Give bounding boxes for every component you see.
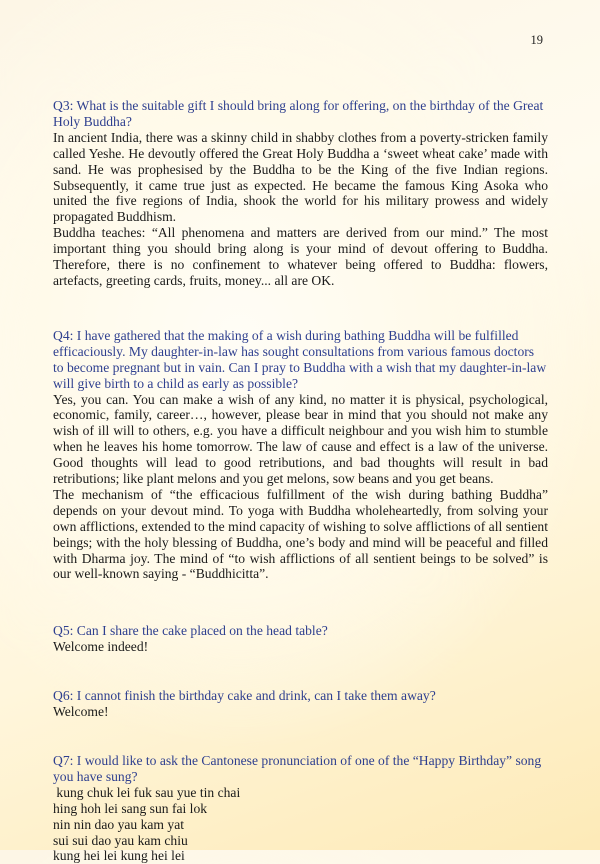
answer-q5: [53, 639, 548, 655]
question-q5: Q5: Can I share the cake placed on the head table?: [53, 623, 328, 639]
answer-q3: [53, 130, 548, 289]
lyric-line: nin nin dao yau kam yat: [53, 816, 184, 832]
answer-q6: [53, 704, 548, 720]
answer-paragraph: Welcome!: [53, 704, 109, 720]
lyric-line: kung chuk lei fuk sau yue tin chai: [53, 784, 241, 800]
qa-section-q4: [53, 328, 548, 583]
answer-paragraph: Welcome indeed!: [53, 639, 149, 655]
qa-section-q7: [53, 753, 548, 864]
question-q7: Q7: I would like to ask the Cantonese pronunciation of one of the “Happy Birthday” song you have sung?: [53, 753, 542, 784]
answer-paragraph: Yes, you can. You can make a wish of any kind, no matter it is physical, psychological, economic, family, career…, however, please bear in mind that you should not make any wish of ill will to others, e.g. you have a difficult neighbour and you wish him to stumble when he leaves his home tomorrow. The law of cause and effect is a law of the universe. Good thoughts will lead to good retributions, and bad thoughts will result in bad retributions; like plant melons and you get melons, sow beans and you get beans.: [53, 391, 548, 487]
question-q4: Q4: I have gathered that the making of a wish during bathing Buddha will be fulfilled efficaciously. My daughter-in-law has sought consultations from various famous doctors to become pregnant but in vain. Can I pray to Buddha with a wish that my daughter-in-law will give birth to a child as early as possible?: [53, 327, 547, 391]
faq-content: [53, 98, 548, 864]
lyric-line: kung hei lei kung hei lei: [53, 848, 185, 864]
page-number: 19: [530, 33, 543, 47]
qa-section-q6: [53, 688, 548, 720]
lyric-line: sui sui dao yau kam chiu: [53, 832, 188, 848]
answer-q4: [53, 392, 548, 583]
lyric-line: hing hoh lei sang sun fai lok: [53, 800, 208, 816]
answer-paragraph: Buddha teaches: “All phenomena and matters are derived from our mind.” The most important thing you should bring along is your mind of devout offering to Buddha. Therefore, there is no confinement to whatever being offered to Buddha: flowers, artefacts, greeting cards, fruits, money... all are OK.: [53, 225, 548, 288]
question-q6: Q6: I cannot finish the birthday cake and drink, can I take them away?: [53, 688, 436, 704]
cantonese-lyrics: [53, 785, 548, 864]
answer-paragraph: In ancient India, there was a skinny child in shabby clothes from a poverty-stricken family called Yeshe. He devoutly offered the Great Holy Buddha a ‘sweet wheat cake’ made with sand. He was prophesised by the Buddha to be the King of the five Indian regions. Subsequently, it came true just as expected. He became the famous King Asoka who united the five regions of India, shook the world for his military prowess and widely propagated Buddhism.: [53, 129, 548, 225]
qa-section-q3: [53, 98, 548, 289]
answer-paragraph: The mechanism of “the efficacious fulfillment of the wish during bathing Buddha” depends on your devout mind. To yoga with Buddha wholeheartedly, from solving your own afflictions, extended to the mind capacity of wishing to solve afflictions of all sentient beings; with the holy blessing of Buddha, one’s body and mind will be peaceful and filled with Dharma joy. The mind of “to wish afflictions of all sentient beings to be solved” is our well-known saying - “Buddhicitta”.: [53, 486, 548, 582]
question-q3: Q3: What is the suitable gift I should bring along for offering, on the birthday of the Great Holy Buddha?: [53, 98, 544, 129]
qa-section-q5: [53, 623, 548, 655]
